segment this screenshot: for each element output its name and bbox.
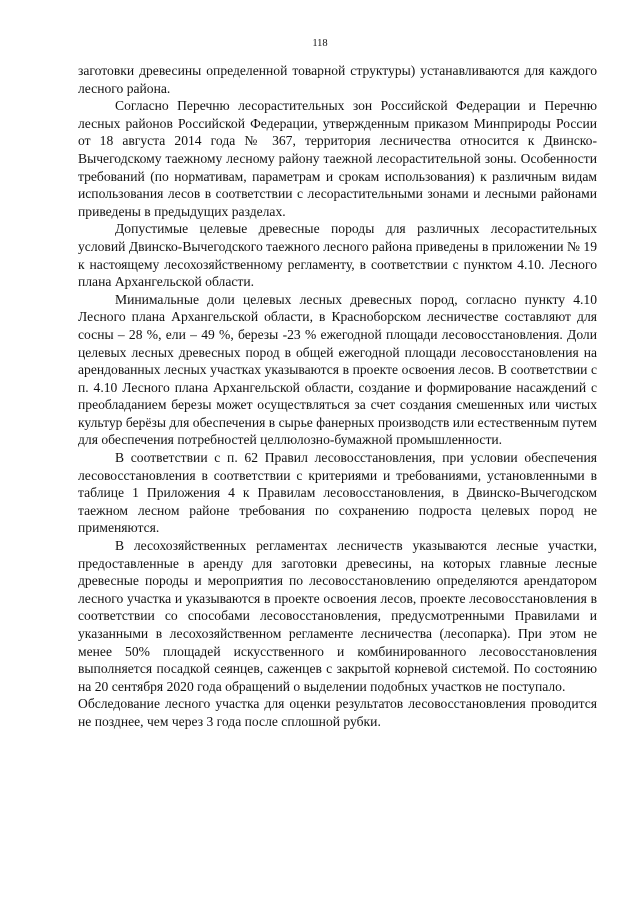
- paragraph-inspection: Обследование лесного участка для оценки результатов лесовосстановления проводится не позднее, чем через 3 года после сплошной рубки.: [78, 696, 597, 729]
- paragraph-species-shares: Минимальные доли целевых лесных древесных пород, согласно пункту 4.10 Лесного плана Архангельской области, в Красноборском лесничестве составляют для сосны – 28 %, ели – 49 %, березы -23 % ежегодной площади лесовосстановления. Доли целевых лесных древесных пород в общей ежегодной площади лесовосстановления на арендованных лесных участках указываются в проекте освоения лесов. В соответствии с п. 4.10 Лесного плана Архангельской области, создание и формирование насаждений с преобладанием березы может осуществляться за счет создания смешенных или чистых культур берёзы для обеспечения в сырье фанерных производств или естественным путем для обеспечения потребностей целлюлозно-бумажной промышленности.: [78, 291, 597, 448]
- paragraph-lease-plots: В лесохозяйственных регламентах лесничеств указываются лесные участки, предоставленные в аренду для заготовки древесины, на которых главные лесные древесные породы и мероприятия по лесовосстановлению определяются арендатором лесного участка и указываются в проекте освоения лесов, проекте лесовосстановления в соответствии со способами лесовосстановления, предусмотренными Правилами и указанными в лесохозяйственном регламенте лесничества (лесопарка). При этом не менее 50% площадей искусственного и комбинированного лесовосстановления выполняется посадкой сеянцев, саженцев с закрытой корневой системой. По состоянию на 20 сентября 2020 года обращений о выделении подобных участков не поступало.: [78, 538, 597, 694]
- paragraph-continuation: заготовки древесины определенной товарной структуры) устанавливаются для каждого лесного района.: [78, 63, 597, 96]
- document-body: [78, 62, 597, 731]
- paragraph-forest-zones: Согласно Перечню лесорастительных зон Российской Федерации и Перечню лесных районов Российской Федерации, утвержденным приказом Минприроды России от 18 августа 2014 года № 367, территория лесничества относится к Двинско-Вычегодскому таежному лесному району таежной лесорастительной зоны. Особенности требований (по нормативам, параметрам и срокам использования) к различным видам использования лесов в соответствии с лесорастительными зонами и лесными районами приведены в предыдущих разделах.: [78, 98, 597, 219]
- paragraph-target-species: Допустимые целевые древесные породы для различных лесорастительных условий Двинско-Вычегодского таежного лесного района приведены в приложении № 19 к настоящему лесохозяйственному регламенту, в соответствии с пунктом 4.10. Лесного плана Архангельской области.: [78, 221, 597, 290]
- page-number: 118: [312, 38, 328, 49]
- paragraph-rule-62: В соответствии с п. 62 Правил лесовосстановления, при условии обеспечения лесовосстановления в соответствии с критериями и требованиями, установленными в таблице 1 Приложения 4 к Правилам лесовосстановления, в Двинско-Вычегодском таежном лесном районе требования по сохранению подроста целевых пород не применяются.: [78, 450, 597, 536]
